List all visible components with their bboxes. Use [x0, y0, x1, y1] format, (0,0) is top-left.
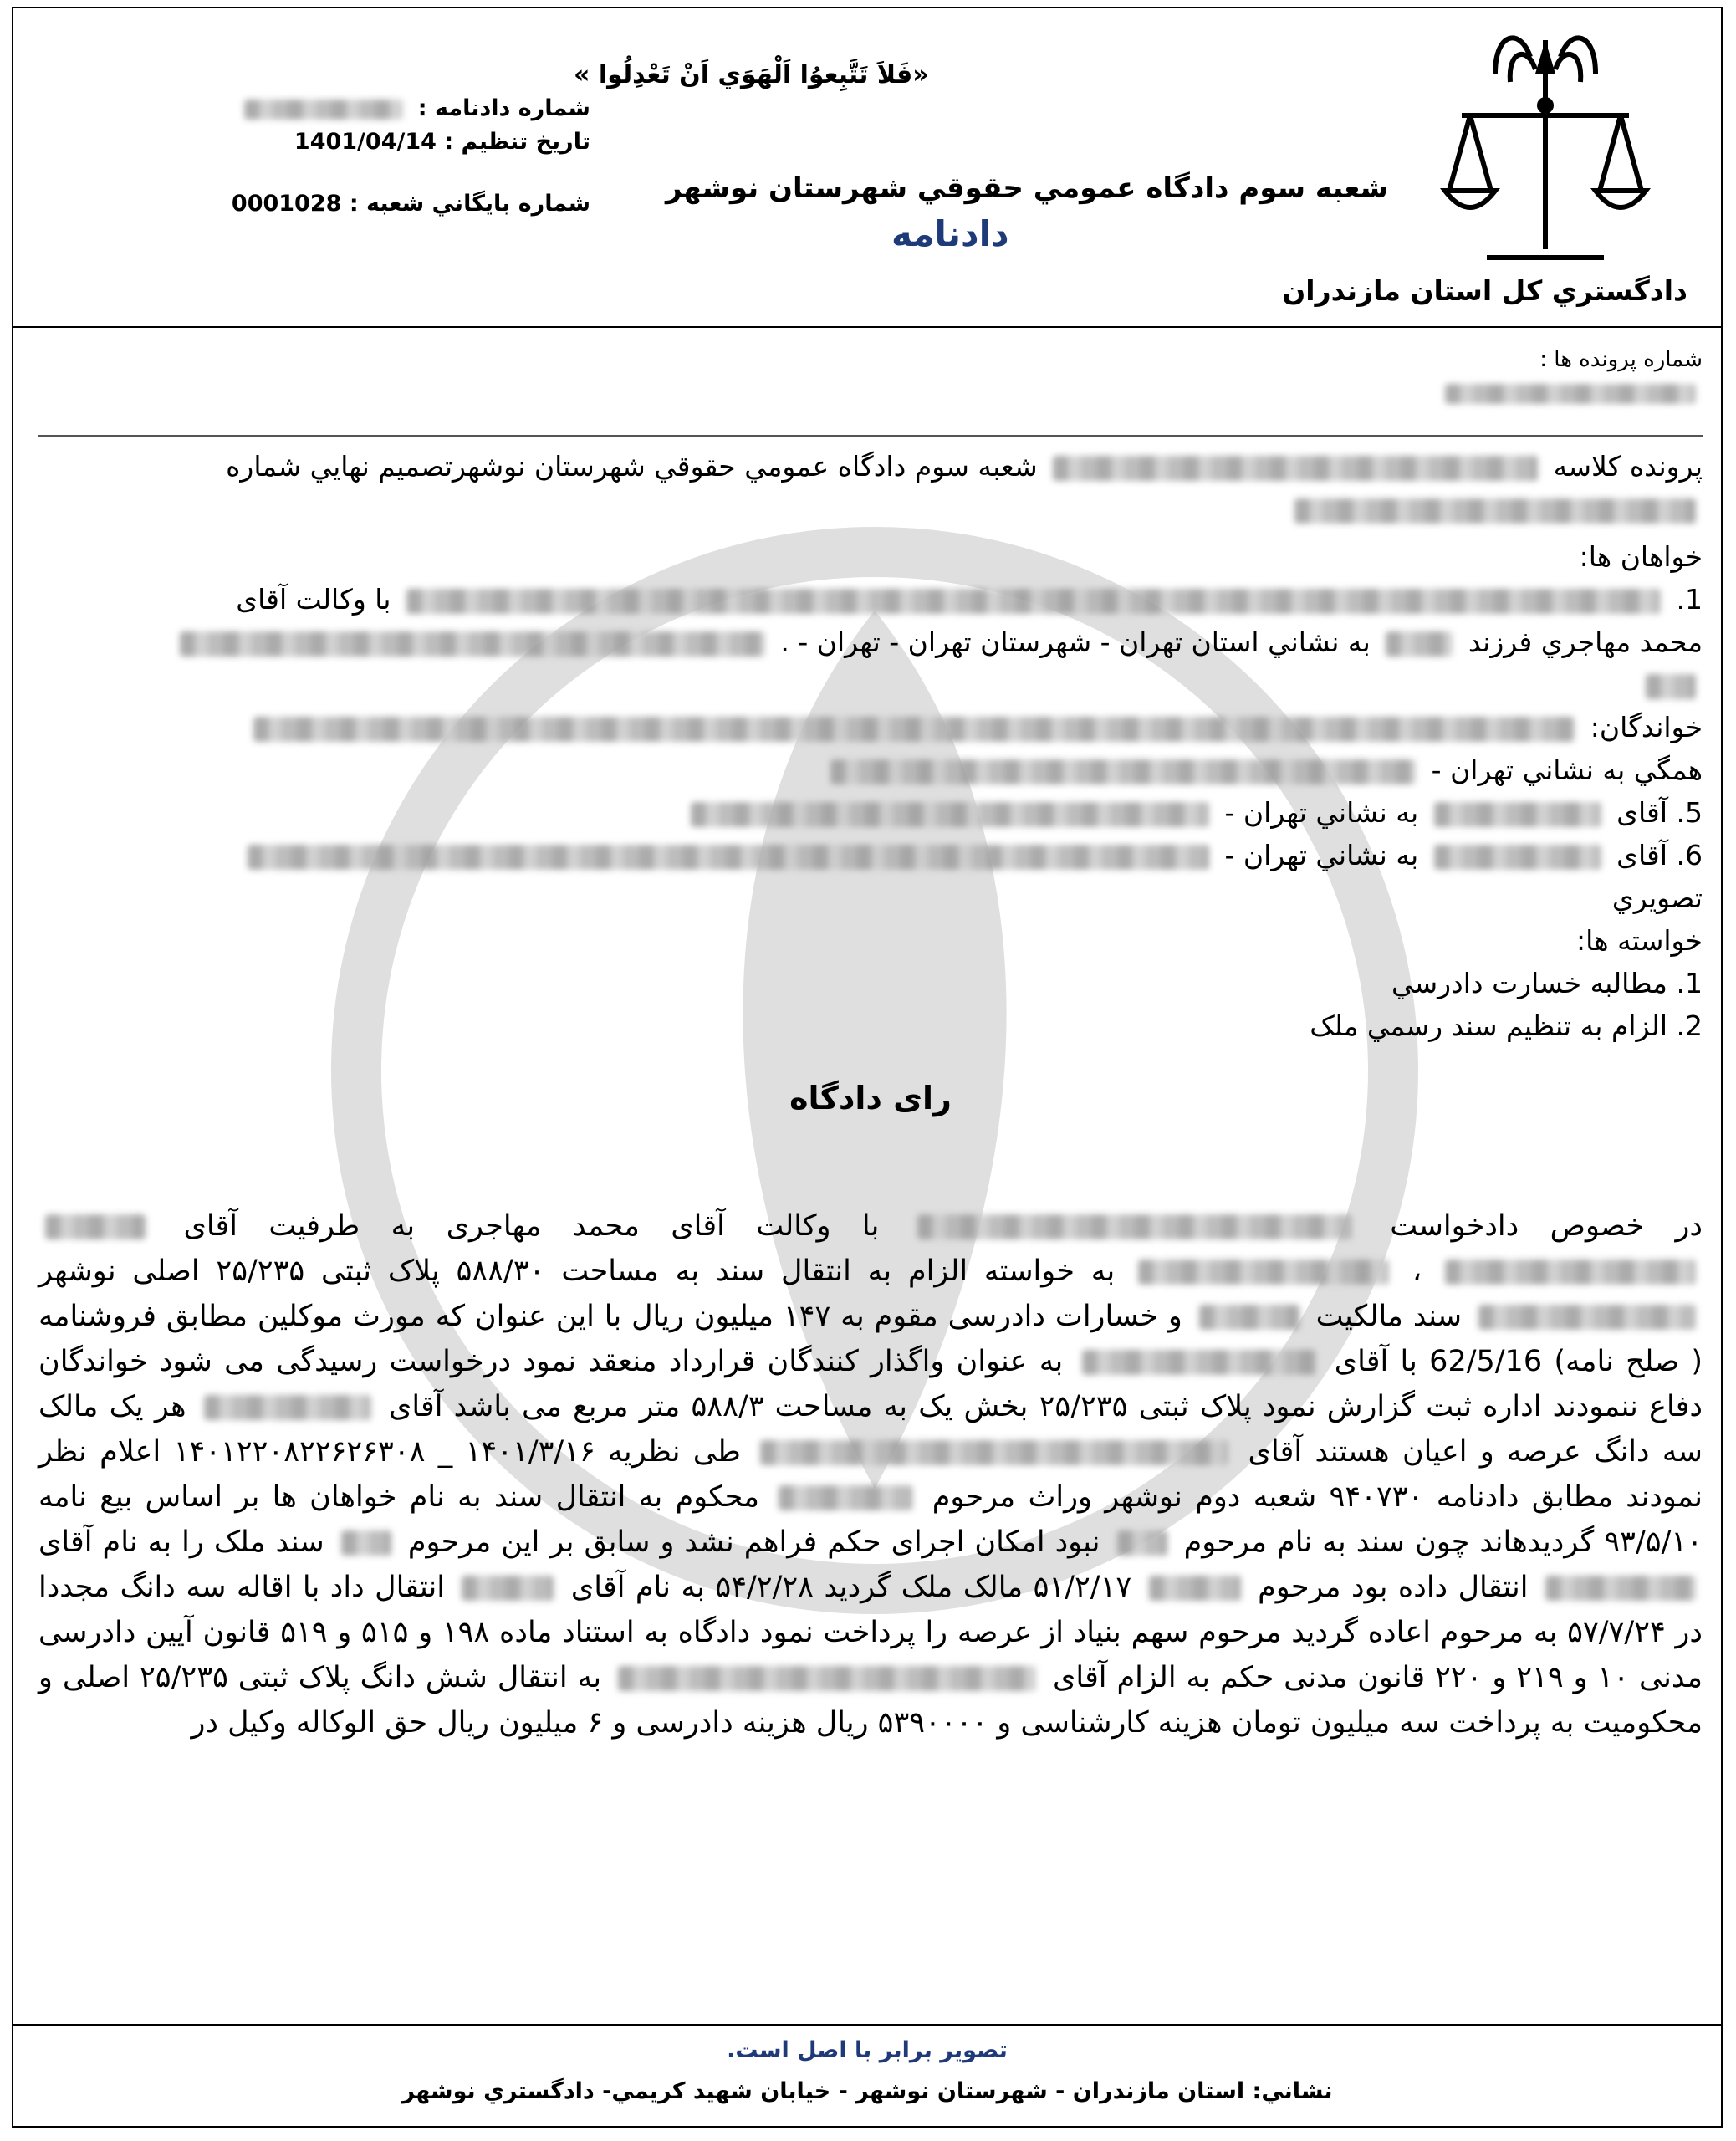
- redacted-name: [204, 1395, 371, 1420]
- document-title: دادنامه: [891, 213, 1009, 254]
- redacted-name: [1445, 1260, 1696, 1285]
- archive-label: شماره بايگاني شعبه :: [349, 191, 590, 217]
- defendant-address: به نشاني تهران -: [1224, 796, 1419, 829]
- verdict-number-label: شماره دادنامه :: [417, 95, 590, 121]
- attorney-line: [38, 621, 1703, 663]
- attorney-label: با وکالت آقای: [236, 583, 391, 616]
- judgment-fragment: ثبتی ۲۵/۲۳۵ اصلی نوشهر: [38, 1254, 372, 1288]
- redacted-text: [1199, 1305, 1299, 1330]
- judgment-fragment: سند ملک را به نام آقای: [38, 1525, 324, 1559]
- judgment-fragment: اعلام نظر نمودند مطابق دادنامه ۹۴۰۷۳۰ شعبه دوم نوشهر وراث مرحوم: [38, 1435, 1703, 1514]
- judgment-fragment: این مرحوم: [407, 1525, 540, 1559]
- claim-number: 1.: [1676, 967, 1703, 999]
- document-header: [13, 8, 1721, 328]
- province-title: دادگستري کل استان مازندران: [1282, 274, 1687, 307]
- judgment-fragment: به پرداخت سه میلیون تومان هزینه کارشناسی و ۵۳۹۰۰۰۰ ریال هزینه دادرسی و ۶ میلیون ریال حق الوکاله وکیل در: [191, 1706, 1575, 1740]
- judgment-fragment: در خصوص دادخواست: [1390, 1209, 1703, 1243]
- archive-row: [231, 187, 590, 221]
- judgment-fragment: و اعیان هستند آقای: [1248, 1435, 1494, 1469]
- redacted-plaintiffs: [406, 589, 1661, 614]
- judgment-fragment: ها بر اساس بیع نامه ۹۳/۵/۱۰ گردیدهاند چون سند به نام مرحوم: [38, 1480, 1703, 1559]
- judgment-fragment: با وکالت آقای محمد مهاجری به طرفیت آقای: [183, 1209, 880, 1243]
- judgment-fragment: میلیون ریال با این عنوان که مورث موکلین مطابق فروشنامه ( صلح نامه) 62/5/16 با آقای: [38, 1300, 1703, 1378]
- file-numbers-row: [38, 376, 1703, 410]
- court-name: شعبه سوم دادگاه عمومي حقوقي شهرستان نوشهر: [666, 171, 1388, 205]
- date-label: تاريخ تنظيم :: [444, 129, 590, 155]
- defendants-all-address: همگي به نشاني تهران -: [1431, 754, 1703, 786]
- redacted-decision-number: [1294, 498, 1696, 524]
- defendants-label: خواندگان:: [1590, 711, 1703, 743]
- redacted-name: [1082, 1350, 1316, 1375]
- redacted-name: [760, 1440, 1228, 1465]
- judgment-fragment: و خسارات دادرسی مقوم به ۱۴۷: [783, 1300, 1182, 1333]
- redacted-text: [1478, 1305, 1696, 1330]
- redacted-address: [830, 759, 1416, 784]
- defendant-number: 6.: [1676, 839, 1703, 871]
- case-class-start: پرونده کلاسه: [1553, 450, 1703, 483]
- defendant-prefix: آقای: [1616, 839, 1667, 871]
- defendants-trailing: تصويري: [1611, 881, 1703, 914]
- defendant-item-6: [38, 834, 1703, 876]
- redacted-case-class: [1053, 456, 1538, 481]
- claim-item: [38, 962, 1703, 1004]
- defendant-number: 5.: [1676, 796, 1703, 829]
- claim-text: مطالبه خسارت دادرسي: [1391, 967, 1667, 999]
- redacted-file-number: [1445, 384, 1696, 404]
- redacted-name: [618, 1666, 1036, 1691]
- redacted-name: [1545, 1576, 1696, 1601]
- judgment-fragment: ثبتی ۲۵/۲۳۵ بخش یک به مساحت ۵۸۸/۳ متر مربع می باشد آقای: [388, 1390, 1189, 1423]
- redacted-address: [691, 802, 1209, 827]
- defendants-row: [38, 706, 1703, 749]
- judgment-fragment: عنوان واگذار کنندگان قرارداد منعقد نمود درخواست رسیدگی می شود خواندگان دفاع ننمودند اداره ثبت گزارش نمود پلاک: [38, 1345, 1703, 1423]
- claim-text: الزام به تنظيم سند رسمي ملک: [1310, 1009, 1667, 1042]
- document-footer: [13, 2024, 1721, 2126]
- judgment-fragment: گردید ۵۴/۲/۲۸ به نام آقای: [570, 1571, 891, 1604]
- address-value: استان مازندران - شهرستان نوشهر - خيابان شهيد کريمي- دادگستري نوشهر: [401, 2078, 1245, 2104]
- judgment-fragment: محکوم به انتقال سند به نام خواهان: [309, 1480, 759, 1514]
- redacted-name: [1434, 845, 1601, 870]
- judgment-fragment: انتقال داده بود مرحوم: [1258, 1571, 1529, 1604]
- plaintiff-cont: [38, 663, 1703, 706]
- document-body: [38, 343, 1703, 1745]
- quran-verse: «فَلاَ تَتَّبِعوُا اَلْهَوَي اَنْ تَعْدِلُوا »: [574, 60, 929, 89]
- case-class-cont: [38, 488, 1703, 530]
- judgment-fragment: سند مالکیت: [1315, 1300, 1463, 1333]
- attorney-line-end: به نشاني استان تهران - شهرستان تهران - تهران - .: [780, 626, 1371, 658]
- date-value: 1401/04/14: [294, 129, 437, 155]
- document-frame: [12, 7, 1723, 2128]
- attorney-line-start: محمد مهاجري فرزند: [1468, 626, 1703, 658]
- certification-text: تصوير برابر با اصل است.: [727, 2037, 1008, 2063]
- redacted-name: [1149, 1576, 1241, 1601]
- defendant-address: به نشاني تهران -: [1224, 839, 1419, 871]
- redacted-verdict-number: [244, 100, 403, 120]
- judgment-fragment: طی نظریه ۱۴۰۱/۳/۱۶ _ ۱۴۰۱۲۲۰۸۲۲۶۲۶۳۰۸: [173, 1435, 741, 1469]
- footer-address: [13, 2078, 1721, 2104]
- address-label: نشاني:: [1252, 2078, 1333, 2104]
- judgment-fragment: ،: [1396, 1254, 1422, 1288]
- redacted-name: [917, 1214, 1352, 1239]
- claims-label: خواسته ها:: [1576, 924, 1703, 957]
- redacted-defendants: [253, 717, 1575, 742]
- case-class-end: شعبه سوم دادگاه عمومي حقوقي شهرستان نوشهرتصميم نهايي شماره: [226, 450, 1038, 483]
- judgment-fragment: قانون مدنی حکم به الزام آقای: [1053, 1661, 1426, 1694]
- claim-number: 2.: [1676, 1009, 1703, 1042]
- judgment-fragment: به: [1039, 1345, 1064, 1378]
- plaintiffs-label: خواهان ها:: [1579, 540, 1703, 573]
- judgment-fragment: هر یک مالک سه دانگ عرصه: [38, 1390, 1703, 1469]
- plaintiff-item: [38, 578, 1703, 621]
- judgment-heading: رای دادگاه: [789, 1080, 952, 1116]
- redacted-name: [1138, 1260, 1389, 1285]
- redacted-name: [45, 1214, 146, 1239]
- redacted-name: [779, 1485, 912, 1510]
- redacted-name: [341, 1530, 391, 1556]
- plaintiff-number: 1.: [1676, 583, 1703, 616]
- judgment-fragment: بنیاد از عرصه را پرداخت نمود دادگاه به استناد ماده ۱۹۸ و ۵۱۵ و ۵۱۹ قانون آیین دادرسی مدنی ۱۰ و ۲۱۹ و ۲۲۰: [38, 1616, 1703, 1694]
- judgment-fragment: انتقال داد با اقاله سه دانگ مجددا در ۵۷/۷/۲۴ به مرحوم اعاده گردید مرحوم سهم: [38, 1571, 1703, 1649]
- judgment-fragment: ۵۱/۲/۱۷ مالک ملک: [901, 1571, 1132, 1604]
- judgment-text: [38, 1203, 1703, 1745]
- case-class-line: [38, 445, 1703, 488]
- defendant-prefix: آقای: [1616, 796, 1667, 829]
- defendants-address-row: [38, 749, 1703, 791]
- redacted-name: [1434, 802, 1601, 827]
- redacted-father-name: [1386, 631, 1453, 657]
- archive-value: 0001028: [231, 191, 342, 217]
- verdict-meta: [231, 92, 590, 221]
- redacted-address: [180, 631, 765, 657]
- redacted-name: [462, 1576, 554, 1601]
- file-numbers-label: شماره پرونده ها :: [1539, 347, 1703, 372]
- defendant-item-5: [38, 791, 1703, 834]
- judgment-fragment: نبود امکان اجرای حکم فراهم نشد و سابق بر: [549, 1525, 1100, 1559]
- separator-line: [38, 435, 1703, 437]
- judgment-fragment: به انتقال شش دانگ پلاک ثبتی ۲۵/۲۳۵ اصلی و محکومیت: [38, 1661, 1703, 1740]
- redacted-text: [1646, 674, 1696, 699]
- claim-item: [38, 1004, 1703, 1047]
- judiciary-emblem-icon: [1437, 23, 1654, 274]
- redacted-address: [248, 845, 1209, 870]
- date-row: [239, 125, 590, 159]
- redacted-name: [1117, 1530, 1167, 1556]
- verdict-number-row: [239, 92, 590, 125]
- judgment-fragment: به خواسته الزام به انتقال سند به مساحت ۵۸۸/۳۰ پلاک: [387, 1254, 1116, 1288]
